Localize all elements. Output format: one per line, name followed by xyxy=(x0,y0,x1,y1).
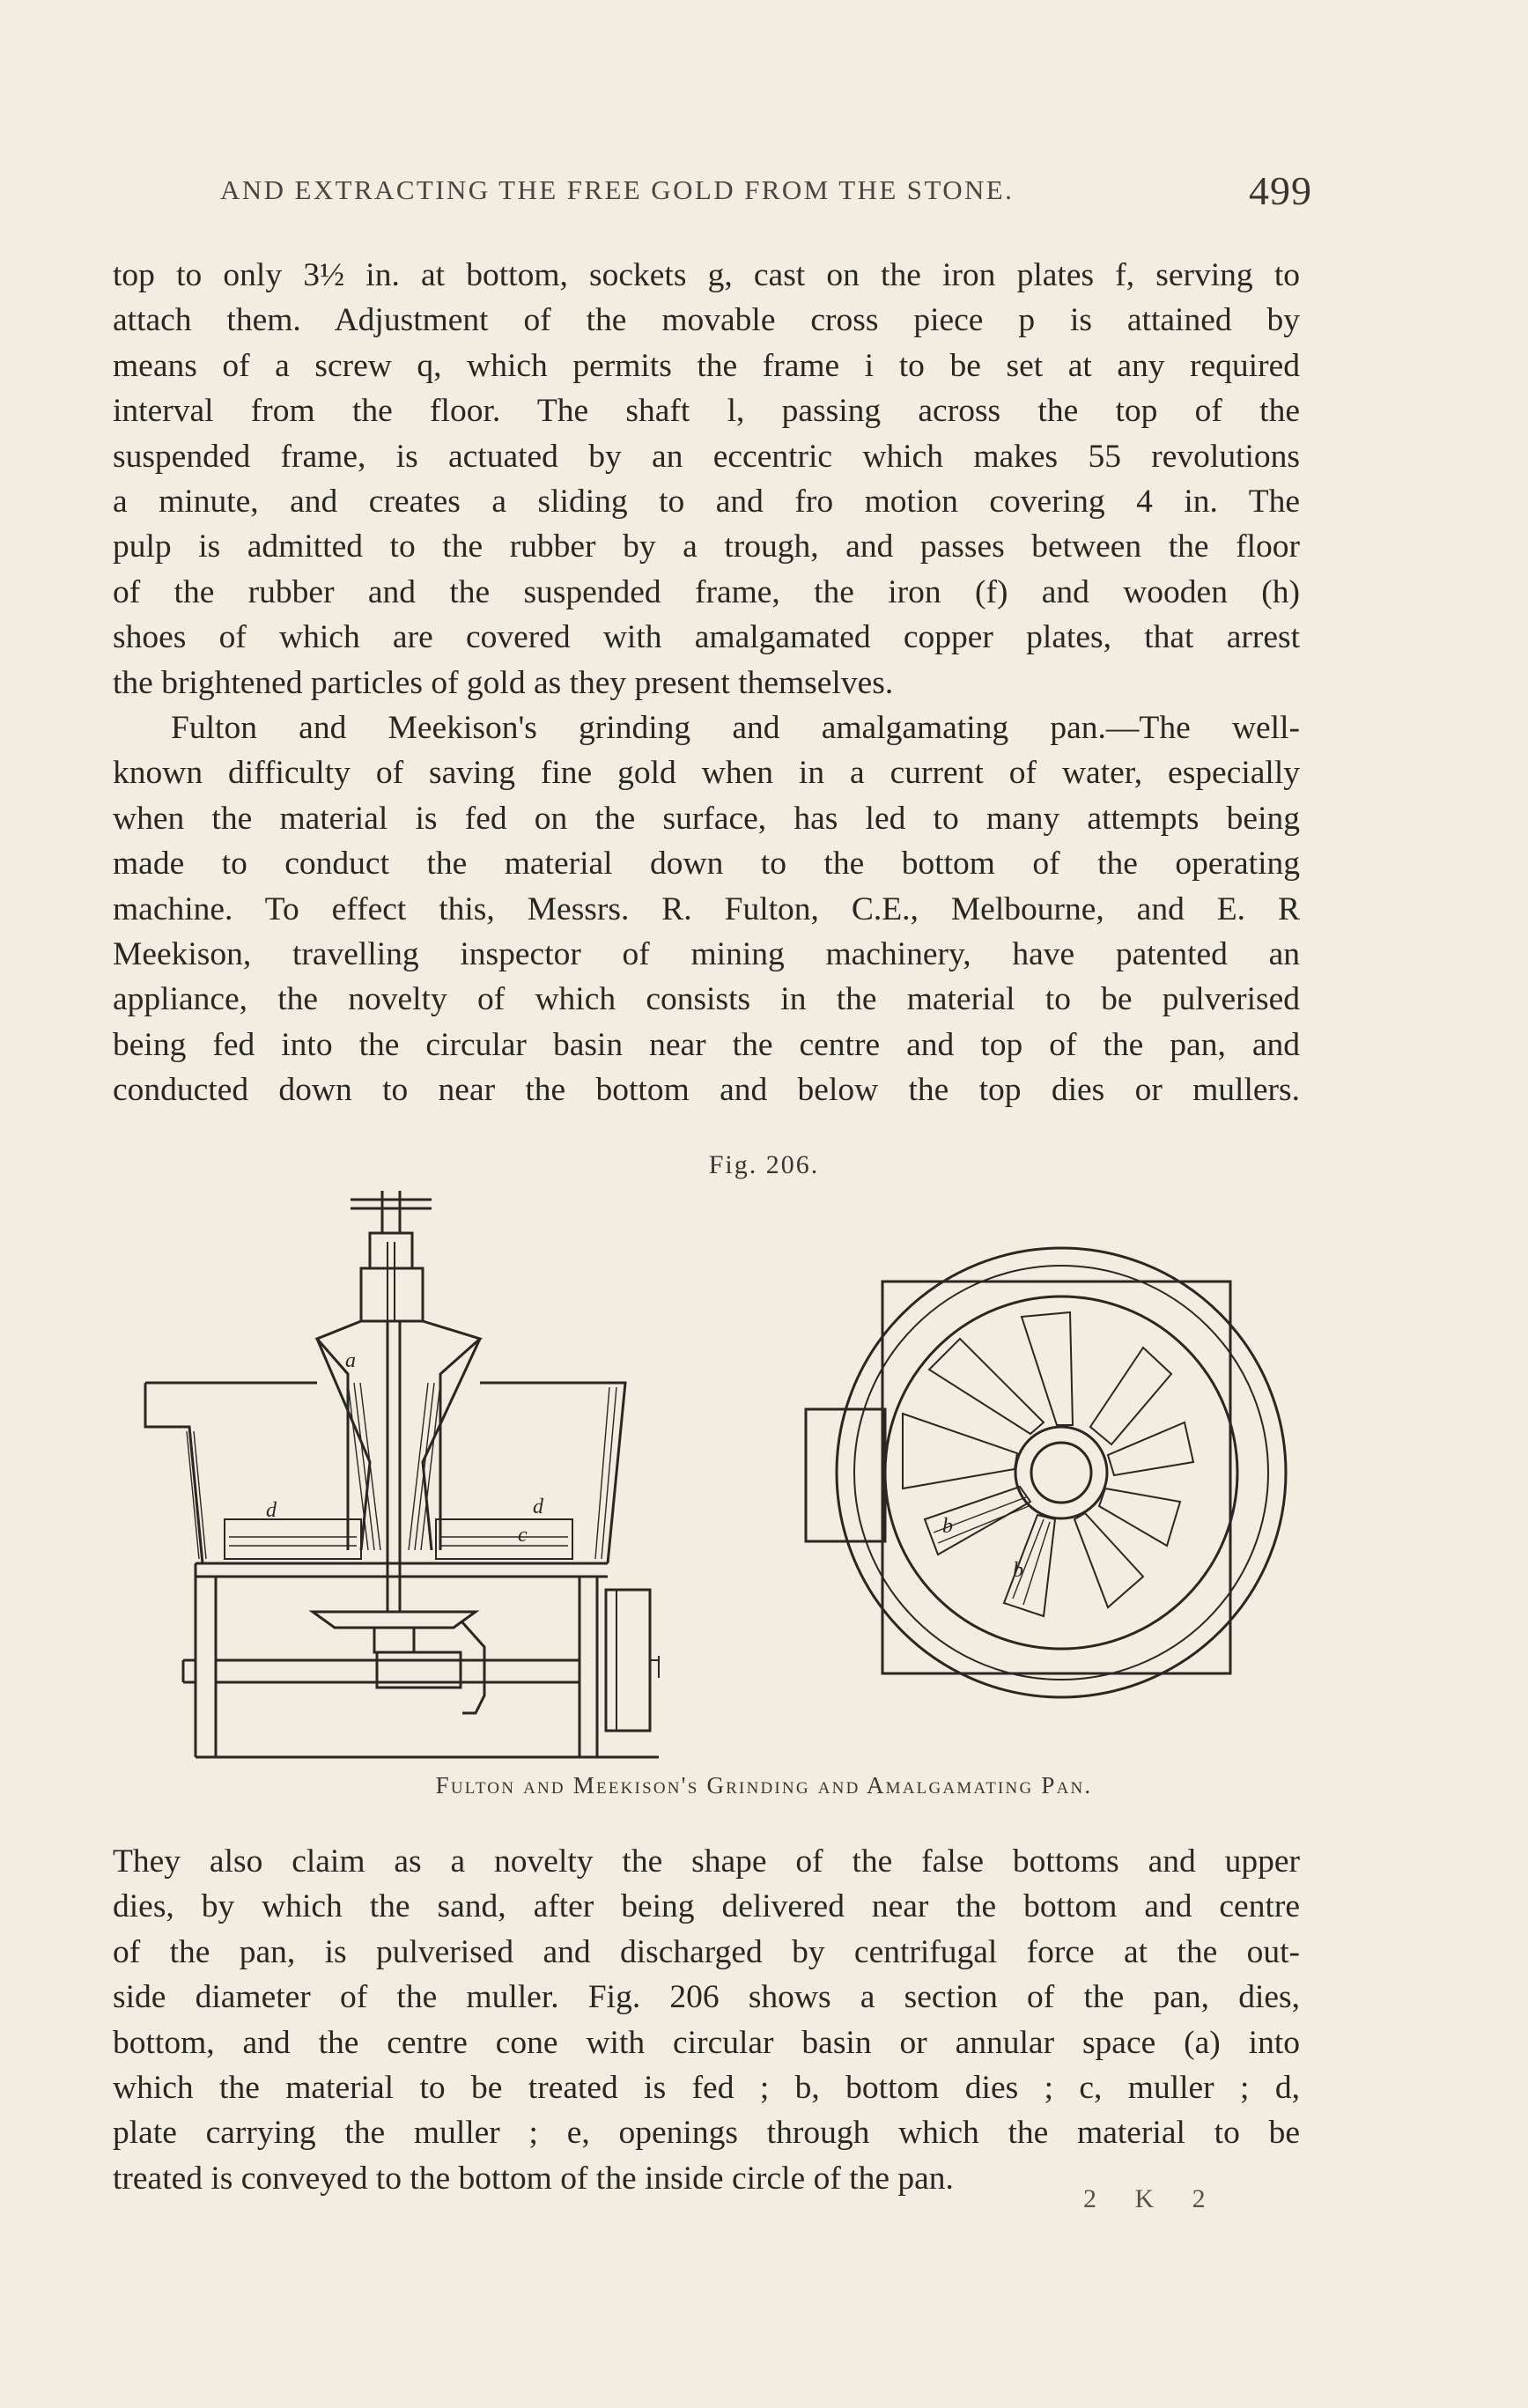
plan-view xyxy=(806,1248,1286,1697)
figure-caption: Fulton and Meekison's Grinding and Amalgamating Pan. xyxy=(435,1772,1093,1799)
figure-number: Fig. 206. xyxy=(708,1150,820,1179)
text-line: appliance, the novelty of which consists in the material to be pulverised xyxy=(113,981,1300,1018)
text-line: treated is conveyed to the bottom of the inside circle of the pan. xyxy=(113,2160,954,2197)
text-line: Meekison, travelling inspector of mining machinery, have patented an xyxy=(113,936,1300,973)
text-line: pulp is admitted to the rubber by a trough, and passes between the floor xyxy=(113,528,1300,565)
label-d-right: d xyxy=(533,1496,543,1518)
signature-mark: 2 K 2 xyxy=(1083,2184,1222,2213)
text-line: of the pan, is pulverised and discharged by centrifugal force at the out- xyxy=(113,1933,1300,1970)
text-line: Fulton and Meekison's grinding and amalgamating pan.—The well- xyxy=(171,710,1300,746)
text-line: side diameter of the muller. Fig. 206 shows a section of the pan, dies, xyxy=(113,1979,1300,2016)
text-line: bottom, and the centre cone with circular basin or annular space (a) into xyxy=(113,2024,1300,2061)
text-line: plate carrying the muller ; e, openings through which the material to be xyxy=(113,2115,1300,2152)
text-line: dies, by which the sand, after being delivered near the bottom and centre xyxy=(113,1888,1300,1925)
running-title: AND EXTRACTING THE FREE GOLD FROM THE STONE. xyxy=(220,174,1015,205)
text-line: a minute, and creates a sliding to and fro motion covering 4 in. The xyxy=(113,484,1300,521)
label-a: a xyxy=(345,1349,356,1372)
label-b-2: b xyxy=(1013,1559,1023,1582)
text-line: which the material to be treated is fed ; b, bottom dies ; c, muller ; d, xyxy=(113,2070,1300,2107)
text-line: means of a screw q, which permits the frame i to be set at any required xyxy=(113,347,1300,384)
text-line: being fed into the circular basin near the centre and top of the pan, and xyxy=(113,1026,1300,1063)
text-line: top to only 3½ in. at bottom, sockets g, cast on the iron plates f, serving to xyxy=(113,257,1300,293)
paragraph-3 xyxy=(113,1839,1300,2201)
text-line: when the material is fed on the surface, has led to many attempts being xyxy=(113,800,1300,837)
label-b-1: b xyxy=(942,1515,953,1538)
page-number: 499 xyxy=(1249,168,1312,213)
text-line: They also claim as a novelty the shape of the false bottoms and upper xyxy=(113,1843,1300,1880)
section-view xyxy=(145,1191,659,1757)
text-line: made to conduct the material down to the bottom of the operating xyxy=(113,846,1300,883)
label-d-left: d xyxy=(266,1499,277,1522)
text-line: known difficulty of saving fine gold when in a current of water, especially xyxy=(113,755,1300,792)
text-line: attach them. Adjustment of the movable cross piece p is attained by xyxy=(113,302,1300,339)
text-line: conducted down to near the bottom and below the top dies or mullers. xyxy=(113,1072,1300,1109)
text-line: of the rubber and the suspended frame, the iron (f) and wooden (h) xyxy=(113,573,1300,610)
text-line: shoes of which are covered with amalgamated copper plates, that arrest xyxy=(113,619,1300,656)
label-c: c xyxy=(518,1524,528,1547)
text-line: interval from the floor. The shaft l, passing across the top of the xyxy=(113,393,1300,430)
text-line: the brightened particles of gold as they present themselves. xyxy=(113,664,894,701)
text-line: machine. To effect this, Messrs. R. Fulton, C.E., Melbourne, and E. R xyxy=(113,890,1300,927)
text-line: suspended frame, is actuated by an eccentric which makes 55 revolutions xyxy=(113,438,1300,475)
